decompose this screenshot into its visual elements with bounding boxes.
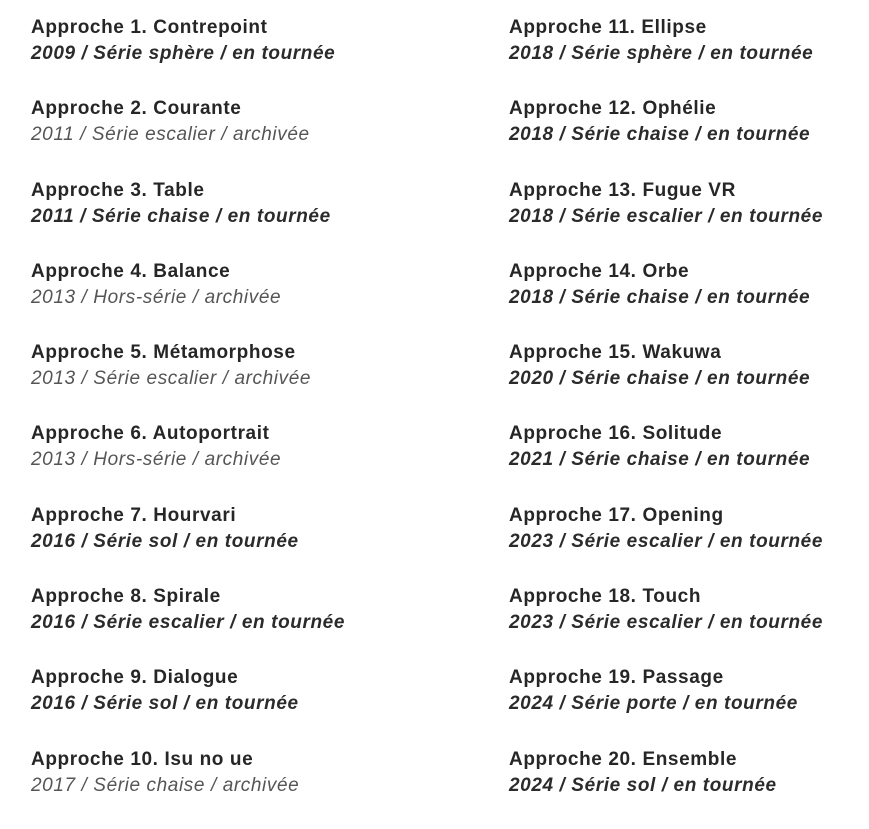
work-item-7[interactable] (31, 504, 471, 585)
work-item-14[interactable] (509, 260, 859, 341)
work-item-9[interactable] (31, 666, 471, 747)
work-meta: 2023 / Série escalier / en tournée (509, 612, 824, 634)
work-item-10[interactable] (31, 748, 471, 829)
work-item-11[interactable] (509, 16, 859, 97)
work-meta: 2011 / Série escalier / archivée (31, 124, 310, 146)
work-title[interactable]: Approche 18. Touch (509, 586, 702, 608)
work-meta: 2016 / Série escalier / en tournée (31, 612, 346, 634)
work-meta: 2011 / Série chaise / en tournée (31, 205, 331, 227)
work-item-3[interactable] (31, 179, 471, 260)
work-meta: 2024 / Série porte / en tournée (509, 693, 798, 715)
work-item-18[interactable] (509, 585, 859, 666)
work-meta: 2024 / Série sol / en tournée (509, 774, 777, 796)
works-list-right-column (509, 16, 859, 829)
work-item-8[interactable] (31, 585, 471, 666)
work-meta: 2023 / Série escalier / en tournée (509, 530, 824, 552)
work-item-2[interactable] (31, 97, 471, 178)
work-title[interactable]: Approche 1. Contrepoint (31, 17, 268, 38)
work-meta: 2016 / Série sol / en tournée (31, 530, 299, 552)
work-title[interactable]: Approche 13. Fugue VR (509, 179, 736, 201)
work-title[interactable]: Approche 7. Hourvari (31, 504, 237, 526)
works-list-left-column (31, 16, 471, 829)
work-title[interactable]: Approche 20. Ensemble (509, 748, 738, 770)
work-title[interactable]: Approche 11. Ellipse (509, 17, 707, 38)
work-item-16[interactable] (509, 422, 859, 503)
work-meta: 2020 / Série chaise / en tournée (509, 368, 811, 390)
work-title[interactable]: Approche 15. Wakuwa (509, 342, 722, 364)
work-item-13[interactable] (509, 179, 859, 260)
work-title[interactable]: Approche 19. Passage (509, 667, 724, 689)
work-item-5[interactable] (31, 341, 471, 422)
work-title[interactable]: Approche 9. Dialogue (31, 667, 239, 689)
work-title[interactable]: Approche 10. Isu no ue (31, 748, 254, 770)
work-title[interactable]: Approche 16. Solitude (509, 423, 723, 445)
work-meta: 2013 / Hors-série / archivée (31, 449, 282, 471)
work-meta: 2018 / Série escalier / en tournée (509, 205, 824, 227)
work-meta: 2013 / Hors-série / archivée (31, 286, 282, 308)
work-meta: 2018 / Série sphère / en tournée (509, 43, 814, 64)
work-meta: 2021 / Série chaise / en tournée (509, 449, 811, 471)
work-title[interactable]: Approche 6. Autoportrait (31, 423, 270, 445)
work-title[interactable]: Approche 12. Ophélie (509, 98, 717, 120)
work-meta: 2016 / Série sol / en tournée (31, 693, 299, 715)
work-title[interactable]: Approche 8. Spirale (31, 586, 221, 608)
work-meta: 2018 / Série chaise / en tournée (509, 124, 811, 146)
work-title[interactable]: Approche 5. Métamorphose (31, 342, 296, 364)
work-meta: 2013 / Série escalier / archivée (31, 368, 312, 390)
work-title[interactable]: Approche 14. Orbe (509, 260, 690, 282)
work-item-1[interactable] (31, 16, 471, 97)
work-title[interactable]: Approche 3. Table (31, 179, 205, 201)
work-item-19[interactable] (509, 666, 859, 747)
work-item-15[interactable] (509, 341, 859, 422)
work-item-6[interactable] (31, 422, 471, 503)
work-meta: 2017 / Série chaise / archivée (31, 774, 300, 796)
work-meta: 2018 / Série chaise / en tournée (509, 286, 811, 308)
work-item-4[interactable] (31, 260, 471, 341)
work-title[interactable]: Approche 17. Opening (509, 504, 724, 526)
work-title[interactable]: Approche 4. Balance (31, 260, 231, 282)
work-item-20[interactable] (509, 748, 859, 829)
work-item-17[interactable] (509, 504, 859, 585)
work-meta: 2009 / Série sphère / en tournée (31, 43, 336, 64)
work-item-12[interactable] (509, 97, 859, 178)
work-title[interactable]: Approche 2. Courante (31, 98, 242, 120)
